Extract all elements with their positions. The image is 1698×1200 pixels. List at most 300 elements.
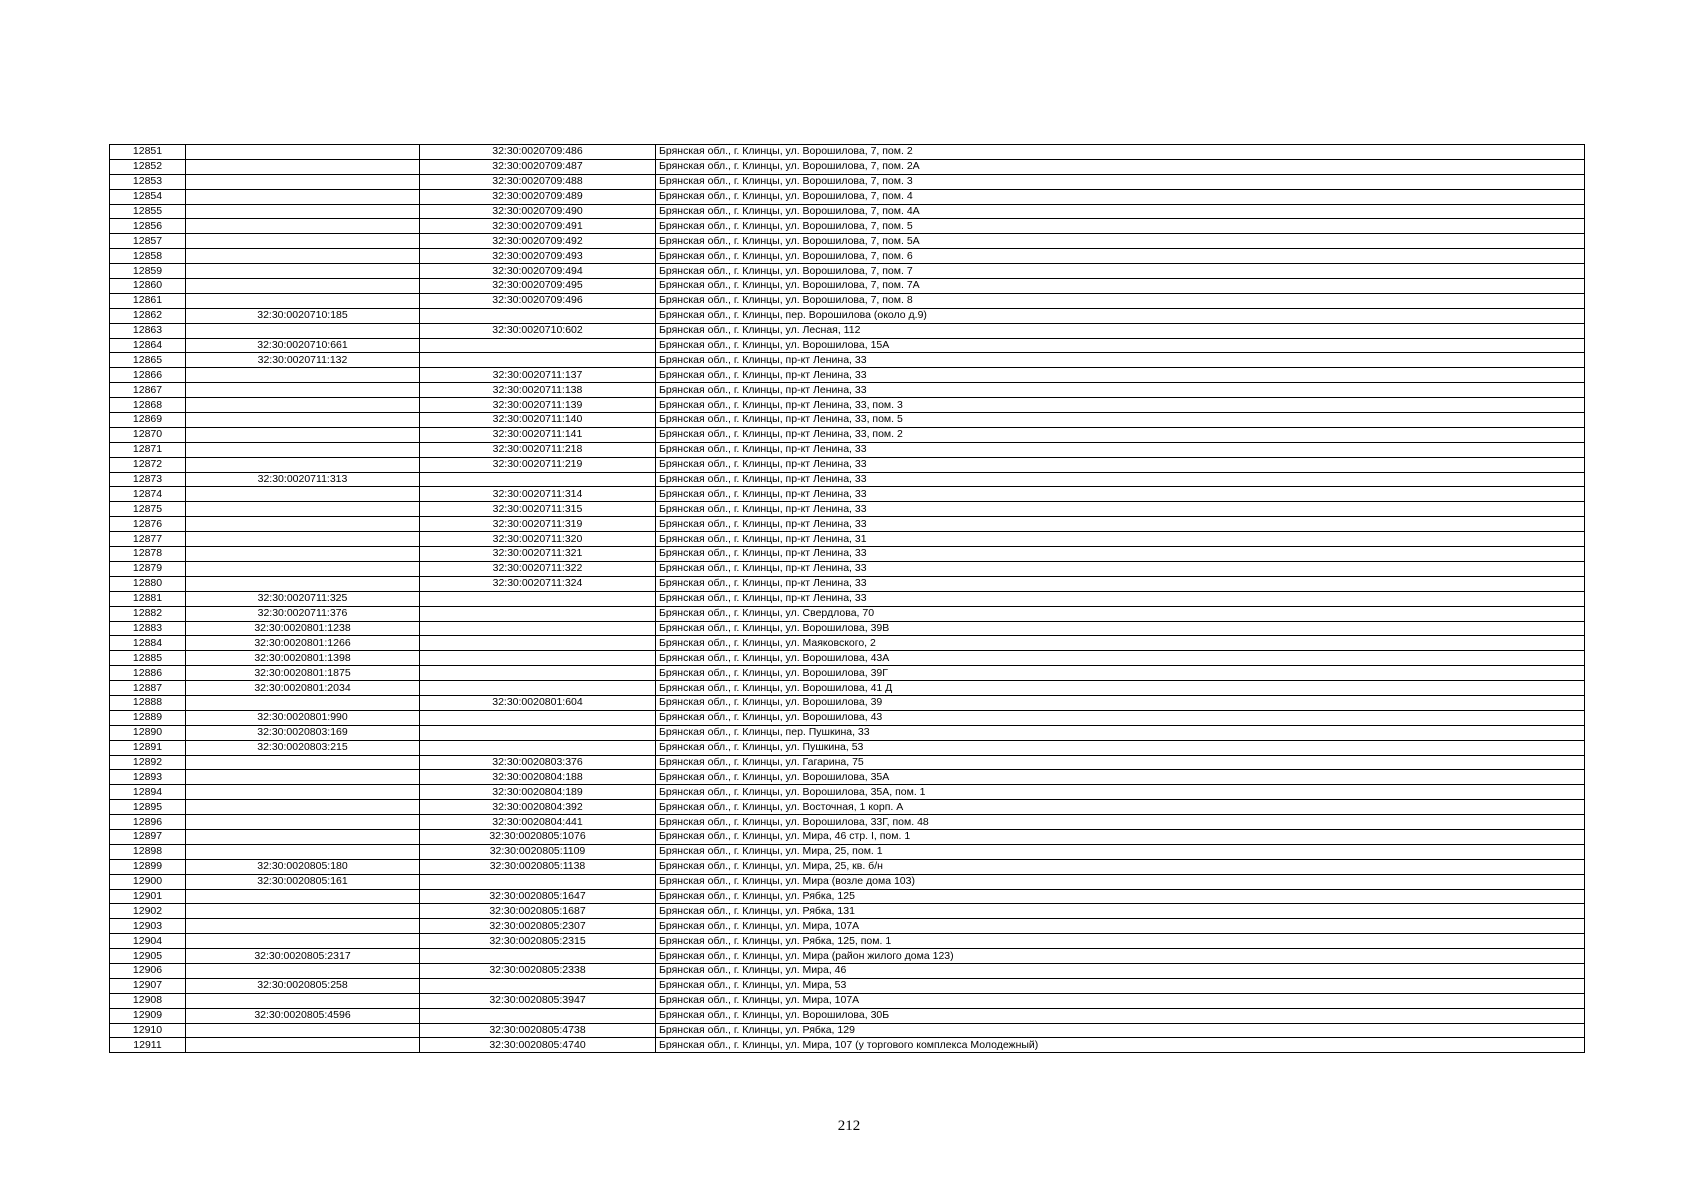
land-cadastral-number-cell: 32:30:0020805:2317	[186, 949, 420, 964]
land-cadastral-number-cell	[186, 145, 420, 160]
object-cadastral-number-cell: 32:30:0020709:489	[420, 189, 656, 204]
object-cadastral-number-cell: 32:30:0020711:137	[420, 368, 656, 383]
address-cell: Брянская обл., г. Клинцы, пр-кт Ленина, 31	[656, 532, 1585, 547]
land-cadastral-number-cell	[186, 323, 420, 338]
address-cell: Брянская обл., г. Клинцы, ул. Мира, 107 (у торгового комплекса Молодежный)	[656, 1038, 1585, 1053]
land-cadastral-number-cell: 32:30:0020711:132	[186, 353, 420, 368]
address-cell: Брянская обл., г. Клинцы, ул. Ворошилова, 30Б	[656, 1008, 1585, 1023]
table-row	[110, 338, 1585, 353]
page-number: 212	[837, 1118, 861, 1134]
address-cell: Брянская обл., г. Клинцы, ул. Ворошилова, 33Г, пом. 48	[656, 815, 1585, 830]
object-cadastral-number-cell: 32:30:0020804:392	[420, 800, 656, 815]
land-cadastral-number-cell: 32:30:0020710:185	[186, 308, 420, 323]
object-cadastral-number-cell: 32:30:0020804:441	[420, 815, 656, 830]
table-row	[110, 576, 1585, 591]
address-cell: Брянская обл., г. Клинцы, ул. Ворошилова, 7, пом. 8	[656, 293, 1585, 308]
address-cell: Брянская обл., г. Клинцы, ул. Ворошилова, 7, пом. 3	[656, 174, 1585, 189]
object-cadastral-number-cell: 32:30:0020805:1109	[420, 844, 656, 859]
table-row	[110, 651, 1585, 666]
row-number-cell: 12852	[110, 159, 186, 174]
land-cadastral-number-cell	[186, 368, 420, 383]
object-cadastral-number-cell: 32:30:0020711:218	[420, 442, 656, 457]
land-cadastral-number-cell: 32:30:0020803:215	[186, 740, 420, 755]
object-cadastral-number-cell: 32:30:0020805:2315	[420, 934, 656, 949]
table-row	[110, 398, 1585, 413]
land-cadastral-number-cell	[186, 1038, 420, 1053]
land-cadastral-number-cell	[186, 1023, 420, 1038]
address-cell: Брянская обл., г. Клинцы, ул. Рябка, 125, пом. 1	[656, 934, 1585, 949]
row-number-cell: 12862	[110, 308, 186, 323]
object-cadastral-number-cell: 32:30:0020709:494	[420, 264, 656, 279]
address-cell: Брянская обл., г. Клинцы, ул. Ворошилова, 7, пом. 5А	[656, 234, 1585, 249]
row-number-cell: 12882	[110, 606, 186, 621]
land-cadastral-number-cell	[186, 576, 420, 591]
object-cadastral-number-cell: 32:30:0020801:604	[420, 695, 656, 710]
address-cell: Брянская обл., г. Клинцы, ул. Рябка, 129	[656, 1023, 1585, 1038]
table-row	[110, 472, 1585, 487]
address-cell: Брянская обл., г. Клинцы, пр-кт Ленина, 33	[656, 487, 1585, 502]
address-cell: Брянская обл., г. Клинцы, пр-кт Ленина, 33	[656, 517, 1585, 532]
land-cadastral-number-cell: 32:30:0020805:161	[186, 874, 420, 889]
land-cadastral-number-cell	[186, 844, 420, 859]
address-cell: Брянская обл., г. Клинцы, ул. Мира, 25, пом. 1	[656, 844, 1585, 859]
land-cadastral-number-cell: 32:30:0020801:990	[186, 710, 420, 725]
row-number-cell: 12878	[110, 547, 186, 562]
row-number-cell: 12900	[110, 874, 186, 889]
object-cadastral-number-cell	[420, 651, 656, 666]
row-number-cell: 12860	[110, 279, 186, 294]
table-row	[110, 636, 1585, 651]
table-row	[110, 621, 1585, 636]
table-row	[110, 710, 1585, 725]
object-cadastral-number-cell	[420, 606, 656, 621]
address-cell: Брянская обл., г. Клинцы, ул. Мира (район жилого дома 123)	[656, 949, 1585, 964]
object-cadastral-number-cell	[420, 472, 656, 487]
table-row	[110, 264, 1585, 279]
land-cadastral-number-cell: 32:30:0020805:4596	[186, 1008, 420, 1023]
address-cell: Брянская обл., г. Клинцы, пр-кт Ленина, 33	[656, 547, 1585, 562]
object-cadastral-number-cell: 32:30:0020709:493	[420, 249, 656, 264]
row-number-cell: 12864	[110, 338, 186, 353]
table-row	[110, 993, 1585, 1008]
row-number-cell: 12890	[110, 725, 186, 740]
row-number-cell: 12877	[110, 532, 186, 547]
object-cadastral-number-cell: 32:30:0020711:314	[420, 487, 656, 502]
object-cadastral-number-cell	[420, 1008, 656, 1023]
table-row	[110, 681, 1585, 696]
table-row	[110, 323, 1585, 338]
land-cadastral-number-cell	[186, 517, 420, 532]
object-cadastral-number-cell: 32:30:0020803:376	[420, 755, 656, 770]
table-row	[110, 889, 1585, 904]
object-cadastral-number-cell	[420, 591, 656, 606]
object-cadastral-number-cell	[420, 666, 656, 681]
table-row	[110, 145, 1585, 160]
address-cell: Брянская обл., г. Клинцы, ул. Свердлова, 70	[656, 606, 1585, 621]
address-cell: Брянская обл., г. Клинцы, пр-кт Ленина, 33, пом. 2	[656, 427, 1585, 442]
table-row	[110, 383, 1585, 398]
address-cell: Брянская обл., г. Клинцы, ул. Мира (возле дома 103)	[656, 874, 1585, 889]
address-cell: Брянская обл., г. Клинцы, ул. Ворошилова, 15А	[656, 338, 1585, 353]
object-cadastral-number-cell: 32:30:0020805:1687	[420, 904, 656, 919]
object-cadastral-number-cell: 32:30:0020709:492	[420, 234, 656, 249]
object-cadastral-number-cell: 32:30:0020805:1647	[420, 889, 656, 904]
land-cadastral-number-cell: 32:30:0020801:2034	[186, 681, 420, 696]
land-cadastral-number-cell	[186, 457, 420, 472]
table-row	[110, 487, 1585, 502]
object-cadastral-number-cell: 32:30:0020711:139	[420, 398, 656, 413]
land-cadastral-number-cell	[186, 249, 420, 264]
address-cell: Брянская обл., г. Клинцы, ул. Ворошилова, 43	[656, 710, 1585, 725]
row-number-cell: 12874	[110, 487, 186, 502]
row-number-cell: 12879	[110, 561, 186, 576]
row-number-cell: 12854	[110, 189, 186, 204]
row-number-cell: 12861	[110, 293, 186, 308]
row-number-cell: 12903	[110, 919, 186, 934]
address-cell: Брянская обл., г. Клинцы, ул. Маяковского, 2	[656, 636, 1585, 651]
table-row	[110, 159, 1585, 174]
row-number-cell: 12858	[110, 249, 186, 264]
land-cadastral-number-cell	[186, 785, 420, 800]
row-number-cell: 12857	[110, 234, 186, 249]
object-cadastral-number-cell: 32:30:0020711:320	[420, 532, 656, 547]
table-row	[110, 279, 1585, 294]
address-cell: Брянская обл., г. Клинцы, пр-кт Ленина, 33	[656, 368, 1585, 383]
row-number-cell: 12891	[110, 740, 186, 755]
table-row	[110, 353, 1585, 368]
row-number-cell: 12906	[110, 963, 186, 978]
address-cell: Брянская обл., г. Клинцы, пер. Пушкина, 33	[656, 725, 1585, 740]
object-cadastral-number-cell: 32:30:0020711:322	[420, 561, 656, 576]
row-number-cell: 12909	[110, 1008, 186, 1023]
table-row	[110, 249, 1585, 264]
table-row	[110, 368, 1585, 383]
row-number-cell: 12856	[110, 219, 186, 234]
address-cell: Брянская обл., г. Клинцы, пер. Ворошилова (около д.9)	[656, 308, 1585, 323]
table-row	[110, 457, 1585, 472]
row-number-cell: 12895	[110, 800, 186, 815]
address-cell: Брянская обл., г. Клинцы, ул. Ворошилова, 43А	[656, 651, 1585, 666]
land-cadastral-number-cell	[186, 442, 420, 457]
address-cell: Брянская обл., г. Клинцы, ул. Ворошилова, 35А, пом. 1	[656, 785, 1585, 800]
land-cadastral-number-cell	[186, 829, 420, 844]
object-cadastral-number-cell: 32:30:0020709:488	[420, 174, 656, 189]
object-cadastral-number-cell: 32:30:0020709:495	[420, 279, 656, 294]
object-cadastral-number-cell: 32:30:0020711:321	[420, 547, 656, 562]
object-cadastral-number-cell: 32:30:0020804:188	[420, 770, 656, 785]
table-row	[110, 189, 1585, 204]
row-number-cell: 12865	[110, 353, 186, 368]
land-cadastral-number-cell	[186, 889, 420, 904]
row-number-cell: 12872	[110, 457, 186, 472]
address-cell: Брянская обл., г. Клинцы, ул. Гагарина, 75	[656, 755, 1585, 770]
object-cadastral-number-cell	[420, 681, 656, 696]
land-cadastral-number-cell	[186, 279, 420, 294]
row-number-cell: 12851	[110, 145, 186, 160]
row-number-cell: 12910	[110, 1023, 186, 1038]
address-cell: Брянская обл., г. Клинцы, пр-кт Ленина, 33	[656, 353, 1585, 368]
address-cell: Брянская обл., г. Клинцы, ул. Ворошилова, 7, пом. 2	[656, 145, 1585, 160]
land-cadastral-number-cell	[186, 189, 420, 204]
land-cadastral-number-cell: 32:30:0020711:325	[186, 591, 420, 606]
row-number-cell: 12855	[110, 204, 186, 219]
address-cell: Брянская обл., г. Клинцы, ул. Ворошилова, 7, пом. 4А	[656, 204, 1585, 219]
row-number-cell: 12893	[110, 770, 186, 785]
land-cadastral-number-cell: 32:30:0020801:1875	[186, 666, 420, 681]
object-cadastral-number-cell: 32:30:0020711:138	[420, 383, 656, 398]
table-row	[110, 978, 1585, 993]
table-row	[110, 666, 1585, 681]
row-number-cell: 12897	[110, 829, 186, 844]
address-cell: Брянская обл., г. Клинцы, ул. Мира, 107А	[656, 993, 1585, 1008]
row-number-cell: 12899	[110, 859, 186, 874]
land-cadastral-number-cell: 32:30:0020710:661	[186, 338, 420, 353]
object-cadastral-number-cell: 32:30:0020805:4740	[420, 1038, 656, 1053]
object-cadastral-number-cell	[420, 949, 656, 964]
table-row	[110, 859, 1585, 874]
address-cell: Брянская обл., г. Клинцы, ул. Ворошилова, 35А	[656, 770, 1585, 785]
object-cadastral-number-cell: 32:30:0020711:319	[420, 517, 656, 532]
table-row	[110, 829, 1585, 844]
row-number-cell: 12875	[110, 502, 186, 517]
table-row	[110, 844, 1585, 859]
row-number-cell: 12892	[110, 755, 186, 770]
address-cell: Брянская обл., г. Клинцы, пр-кт Ленина, 33, пом. 5	[656, 413, 1585, 428]
row-number-cell: 12870	[110, 427, 186, 442]
table-row	[110, 919, 1585, 934]
table-row	[110, 949, 1585, 964]
table-row	[110, 174, 1585, 189]
land-cadastral-number-cell: 32:30:0020801:1238	[186, 621, 420, 636]
land-cadastral-number-cell	[186, 963, 420, 978]
land-cadastral-number-cell	[186, 815, 420, 830]
row-number-cell: 12889	[110, 710, 186, 725]
object-cadastral-number-cell: 32:30:0020709:490	[420, 204, 656, 219]
address-cell: Брянская обл., г. Клинцы, ул. Ворошилова, 39	[656, 695, 1585, 710]
land-cadastral-number-cell: 32:30:0020711:376	[186, 606, 420, 621]
land-cadastral-number-cell	[186, 219, 420, 234]
land-cadastral-number-cell	[186, 159, 420, 174]
registry-table	[109, 144, 1585, 1053]
table-row	[110, 800, 1585, 815]
land-cadastral-number-cell	[186, 293, 420, 308]
address-cell: Брянская обл., г. Клинцы, ул. Ворошилова, 7, пом. 4	[656, 189, 1585, 204]
address-cell: Брянская обл., г. Клинцы, ул. Лесная, 112	[656, 323, 1585, 338]
object-cadastral-number-cell: 32:30:0020709:487	[420, 159, 656, 174]
address-cell: Брянская обл., г. Клинцы, ул. Ворошилова, 41 Д	[656, 681, 1585, 696]
address-cell: Брянская обл., г. Клинцы, ул. Рябка, 131	[656, 904, 1585, 919]
object-cadastral-number-cell: 32:30:0020709:486	[420, 145, 656, 160]
table-row	[110, 874, 1585, 889]
land-cadastral-number-cell	[186, 770, 420, 785]
object-cadastral-number-cell	[420, 710, 656, 725]
row-number-cell: 12883	[110, 621, 186, 636]
row-number-cell: 12859	[110, 264, 186, 279]
land-cadastral-number-cell: 32:30:0020805:180	[186, 859, 420, 874]
table-row	[110, 785, 1585, 800]
row-number-cell: 12905	[110, 949, 186, 964]
row-number-cell: 12894	[110, 785, 186, 800]
address-cell: Брянская обл., г. Клинцы, ул. Ворошилова, 7, пом. 6	[656, 249, 1585, 264]
land-cadastral-number-cell	[186, 204, 420, 219]
land-cadastral-number-cell	[186, 547, 420, 562]
address-cell: Брянская обл., г. Клинцы, пр-кт Ленина, 33	[656, 561, 1585, 576]
address-cell: Брянская обл., г. Клинцы, ул. Восточная, 1 корп. А	[656, 800, 1585, 815]
row-number-cell: 12898	[110, 844, 186, 859]
row-number-cell: 12863	[110, 323, 186, 338]
row-number-cell: 12886	[110, 666, 186, 681]
object-cadastral-number-cell: 32:30:0020711:324	[420, 576, 656, 591]
address-cell: Брянская обл., г. Клинцы, ул. Мира, 107А	[656, 919, 1585, 934]
table-row	[110, 561, 1585, 576]
object-cadastral-number-cell	[420, 740, 656, 755]
table-row	[110, 934, 1585, 949]
land-cadastral-number-cell: 32:30:0020805:258	[186, 978, 420, 993]
land-cadastral-number-cell	[186, 502, 420, 517]
row-number-cell: 12888	[110, 695, 186, 710]
table-row	[110, 606, 1585, 621]
address-cell: Брянская обл., г. Клинцы, ул. Мира, 46	[656, 963, 1585, 978]
land-cadastral-number-cell	[186, 695, 420, 710]
address-cell: Брянская обл., г. Клинцы, ул. Рябка, 125	[656, 889, 1585, 904]
table-row	[110, 1008, 1585, 1023]
address-cell: Брянская обл., г. Клинцы, пр-кт Ленина, 33	[656, 576, 1585, 591]
land-cadastral-number-cell	[186, 383, 420, 398]
row-number-cell: 12871	[110, 442, 186, 457]
object-cadastral-number-cell	[420, 308, 656, 323]
object-cadastral-number-cell: 32:30:0020805:2338	[420, 963, 656, 978]
table-row	[110, 547, 1585, 562]
land-cadastral-number-cell	[186, 904, 420, 919]
table-row	[110, 427, 1585, 442]
table-row	[110, 1023, 1585, 1038]
table-row	[110, 293, 1585, 308]
land-cadastral-number-cell: 32:30:0020801:1398	[186, 651, 420, 666]
address-cell: Брянская обл., г. Клинцы, ул. Пушкина, 53	[656, 740, 1585, 755]
table-row	[110, 219, 1585, 234]
table-row	[110, 204, 1585, 219]
table-row	[110, 532, 1585, 547]
table-row	[110, 413, 1585, 428]
land-cadastral-number-cell	[186, 561, 420, 576]
land-cadastral-number-cell: 32:30:0020803:169	[186, 725, 420, 740]
object-cadastral-number-cell: 32:30:0020709:496	[420, 293, 656, 308]
land-cadastral-number-cell: 32:30:0020801:1266	[186, 636, 420, 651]
row-number-cell: 12873	[110, 472, 186, 487]
object-cadastral-number-cell: 32:30:0020805:1076	[420, 829, 656, 844]
row-number-cell: 12884	[110, 636, 186, 651]
table-row	[110, 502, 1585, 517]
row-number-cell: 12867	[110, 383, 186, 398]
row-number-cell: 12896	[110, 815, 186, 830]
row-number-cell: 12866	[110, 368, 186, 383]
object-cadastral-number-cell	[420, 338, 656, 353]
table-row	[110, 963, 1585, 978]
object-cadastral-number-cell: 32:30:0020711:141	[420, 427, 656, 442]
table-row	[110, 591, 1585, 606]
table-row	[110, 770, 1585, 785]
object-cadastral-number-cell: 32:30:0020805:2307	[420, 919, 656, 934]
row-number-cell: 12902	[110, 904, 186, 919]
table-row	[110, 725, 1585, 740]
object-cadastral-number-cell: 32:30:0020711:219	[420, 457, 656, 472]
land-cadastral-number-cell: 32:30:0020711:313	[186, 472, 420, 487]
object-cadastral-number-cell	[420, 621, 656, 636]
row-number-cell: 12901	[110, 889, 186, 904]
row-number-cell: 12853	[110, 174, 186, 189]
address-cell: Брянская обл., г. Клинцы, ул. Мира, 53	[656, 978, 1585, 993]
row-number-cell: 12904	[110, 934, 186, 949]
object-cadastral-number-cell: 32:30:0020711:315	[420, 502, 656, 517]
address-cell: Брянская обл., г. Клинцы, ул. Ворошилова, 39В	[656, 621, 1585, 636]
address-cell: Брянская обл., г. Клинцы, ул. Мира, 25, кв. б/н	[656, 859, 1585, 874]
land-cadastral-number-cell	[186, 234, 420, 249]
object-cadastral-number-cell	[420, 874, 656, 889]
table-row	[110, 1038, 1585, 1053]
table-row	[110, 815, 1585, 830]
address-cell: Брянская обл., г. Клинцы, пр-кт Ленина, 33	[656, 502, 1585, 517]
object-cadastral-number-cell: 32:30:0020805:1138	[420, 859, 656, 874]
object-cadastral-number-cell	[420, 978, 656, 993]
address-cell: Брянская обл., г. Клинцы, ул. Ворошилова, 39Г	[656, 666, 1585, 681]
table-row	[110, 755, 1585, 770]
table-row	[110, 904, 1585, 919]
land-cadastral-number-cell	[186, 398, 420, 413]
table-row	[110, 234, 1585, 249]
row-number-cell: 12881	[110, 591, 186, 606]
table-row	[110, 442, 1585, 457]
row-number-cell: 12908	[110, 993, 186, 1008]
land-cadastral-number-cell	[186, 487, 420, 502]
object-cadastral-number-cell: 32:30:0020709:491	[420, 219, 656, 234]
registry-table-body	[110, 145, 1585, 1053]
object-cadastral-number-cell	[420, 353, 656, 368]
row-number-cell: 12907	[110, 978, 186, 993]
address-cell: Брянская обл., г. Клинцы, ул. Мира, 46 стр. I, пом. 1	[656, 829, 1585, 844]
land-cadastral-number-cell	[186, 800, 420, 815]
land-cadastral-number-cell	[186, 413, 420, 428]
land-cadastral-number-cell	[186, 993, 420, 1008]
address-cell: Брянская обл., г. Клинцы, ул. Ворошилова, 7, пом. 7	[656, 264, 1585, 279]
object-cadastral-number-cell: 32:30:0020710:602	[420, 323, 656, 338]
table-row	[110, 740, 1585, 755]
land-cadastral-number-cell	[186, 934, 420, 949]
address-cell: Брянская обл., г. Клинцы, пр-кт Ленина, 33	[656, 383, 1585, 398]
address-cell: Брянская обл., г. Клинцы, пр-кт Ленина, 33, пом. 3	[656, 398, 1585, 413]
row-number-cell: 12868	[110, 398, 186, 413]
table-row	[110, 517, 1585, 532]
address-cell: Брянская обл., г. Клинцы, пр-кт Ленина, 33	[656, 472, 1585, 487]
row-number-cell: 12911	[110, 1038, 186, 1053]
address-cell: Брянская обл., г. Клинцы, ул. Ворошилова, 7, пом. 5	[656, 219, 1585, 234]
land-cadastral-number-cell	[186, 755, 420, 770]
row-number-cell: 12869	[110, 413, 186, 428]
row-number-cell: 12880	[110, 576, 186, 591]
object-cadastral-number-cell: 32:30:0020805:4738	[420, 1023, 656, 1038]
address-cell: Брянская обл., г. Клинцы, пр-кт Ленина, 33	[656, 442, 1585, 457]
object-cadastral-number-cell: 32:30:0020711:140	[420, 413, 656, 428]
row-number-cell: 12887	[110, 681, 186, 696]
row-number-cell: 12885	[110, 651, 186, 666]
address-cell: Брянская обл., г. Клинцы, пр-кт Ленина, 33	[656, 457, 1585, 472]
object-cadastral-number-cell	[420, 725, 656, 740]
land-cadastral-number-cell	[186, 264, 420, 279]
land-cadastral-number-cell	[186, 919, 420, 934]
land-cadastral-number-cell	[186, 427, 420, 442]
table-row	[110, 695, 1585, 710]
object-cadastral-number-cell: 32:30:0020805:3947	[420, 993, 656, 1008]
address-cell: Брянская обл., г. Клинцы, ул. Ворошилова, 7, пом. 2А	[656, 159, 1585, 174]
